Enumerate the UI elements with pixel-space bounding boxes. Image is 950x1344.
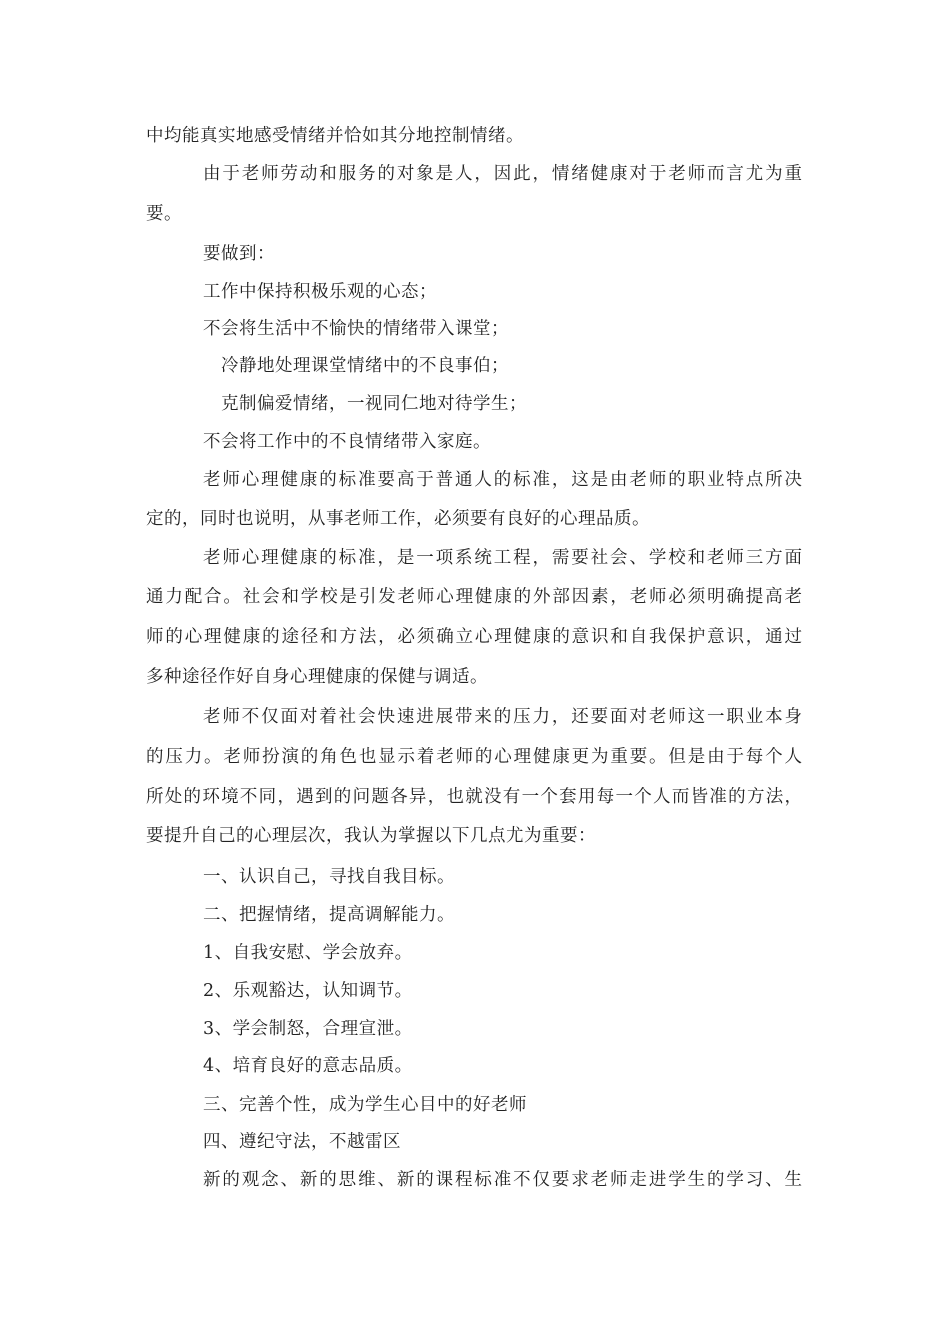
list-item: 不会将工作中的不良情绪带入家庭。 xyxy=(203,432,491,452)
paragraph-line: 所处的环境不同，遇到的问题各异，也就没有一个套用每一个人而皆准的方法， xyxy=(146,787,802,807)
list-item: 4、培育良好的意志品质。 xyxy=(203,1056,413,1076)
list-item: 冷静地处理课堂情绪中的不良事伯； xyxy=(221,356,509,376)
list-item: 3、学会制怒，合理宣泄。 xyxy=(203,1019,413,1039)
paragraph-line: 师的心理健康的途径和方法，必须确立心理健康的意识和自我保护意识，通过 xyxy=(146,627,802,647)
list-item: 二、把握情绪，提高调解能力。 xyxy=(203,905,455,925)
paragraph-line: 老师心理健康的标准要高于普通人的标准，这是由老师的职业特点所决 xyxy=(203,470,802,490)
list-item: 克制偏爱情绪，一视同仁地对待学生； xyxy=(221,394,527,414)
paragraph-line: 由于老师劳动和服务的对象是人，因此，情绪健康对于老师而言尤为重 xyxy=(203,164,802,184)
text-line: 要。 xyxy=(146,204,182,224)
list-item: 工作中保持积极乐观的心态； xyxy=(203,282,437,302)
text-line: 要做到： xyxy=(203,244,275,264)
list-item: 不会将生活中不愉快的情绪带入课堂； xyxy=(203,319,509,339)
paragraph-line: 定的，同时也说明，从事老师工作，必须要有良好的心理品质。 xyxy=(146,509,650,529)
list-item: 三、完善个性，成为学生心目中的好老师 xyxy=(203,1095,527,1115)
paragraph-line: 多种途径作好自身心理健康的保健与调适。 xyxy=(146,667,488,687)
paragraph-line: 要提升自己的心理层次，我认为掌握以下几点尤为重要： xyxy=(146,826,596,846)
paragraph-line: 新的观念、新的思维、新的课程标准不仅要求老师走进学生的学习、生 xyxy=(203,1170,802,1190)
list-item: 一、认识自己，寻找自我目标。 xyxy=(203,867,455,887)
list-item: 1、自我安慰、学会放弃。 xyxy=(203,943,413,963)
paragraph-line: 老师心理健康的标准，是一项系统工程，需要社会、学校和老师三方面 xyxy=(203,548,802,568)
text-line: 中均能真实地感受情绪并恰如其分地控制情绪。 xyxy=(146,126,524,146)
list-item: 2、乐观豁达，认知调节。 xyxy=(203,981,413,1001)
paragraph-line: 通力配合。社会和学校是引发老师心理健康的外部因素，老师必须明确提高老 xyxy=(146,587,802,607)
paragraph-line: 老师不仅面对着社会快速进展带来的压力，还要面对老师这一职业本身 xyxy=(203,707,802,727)
paragraph-line: 的压力。老师扮演的角色也显示着老师的心理健康更为重要。但是由于每个人 xyxy=(146,747,802,767)
list-item: 四、遵纪守法，不越雷区 xyxy=(203,1132,401,1152)
